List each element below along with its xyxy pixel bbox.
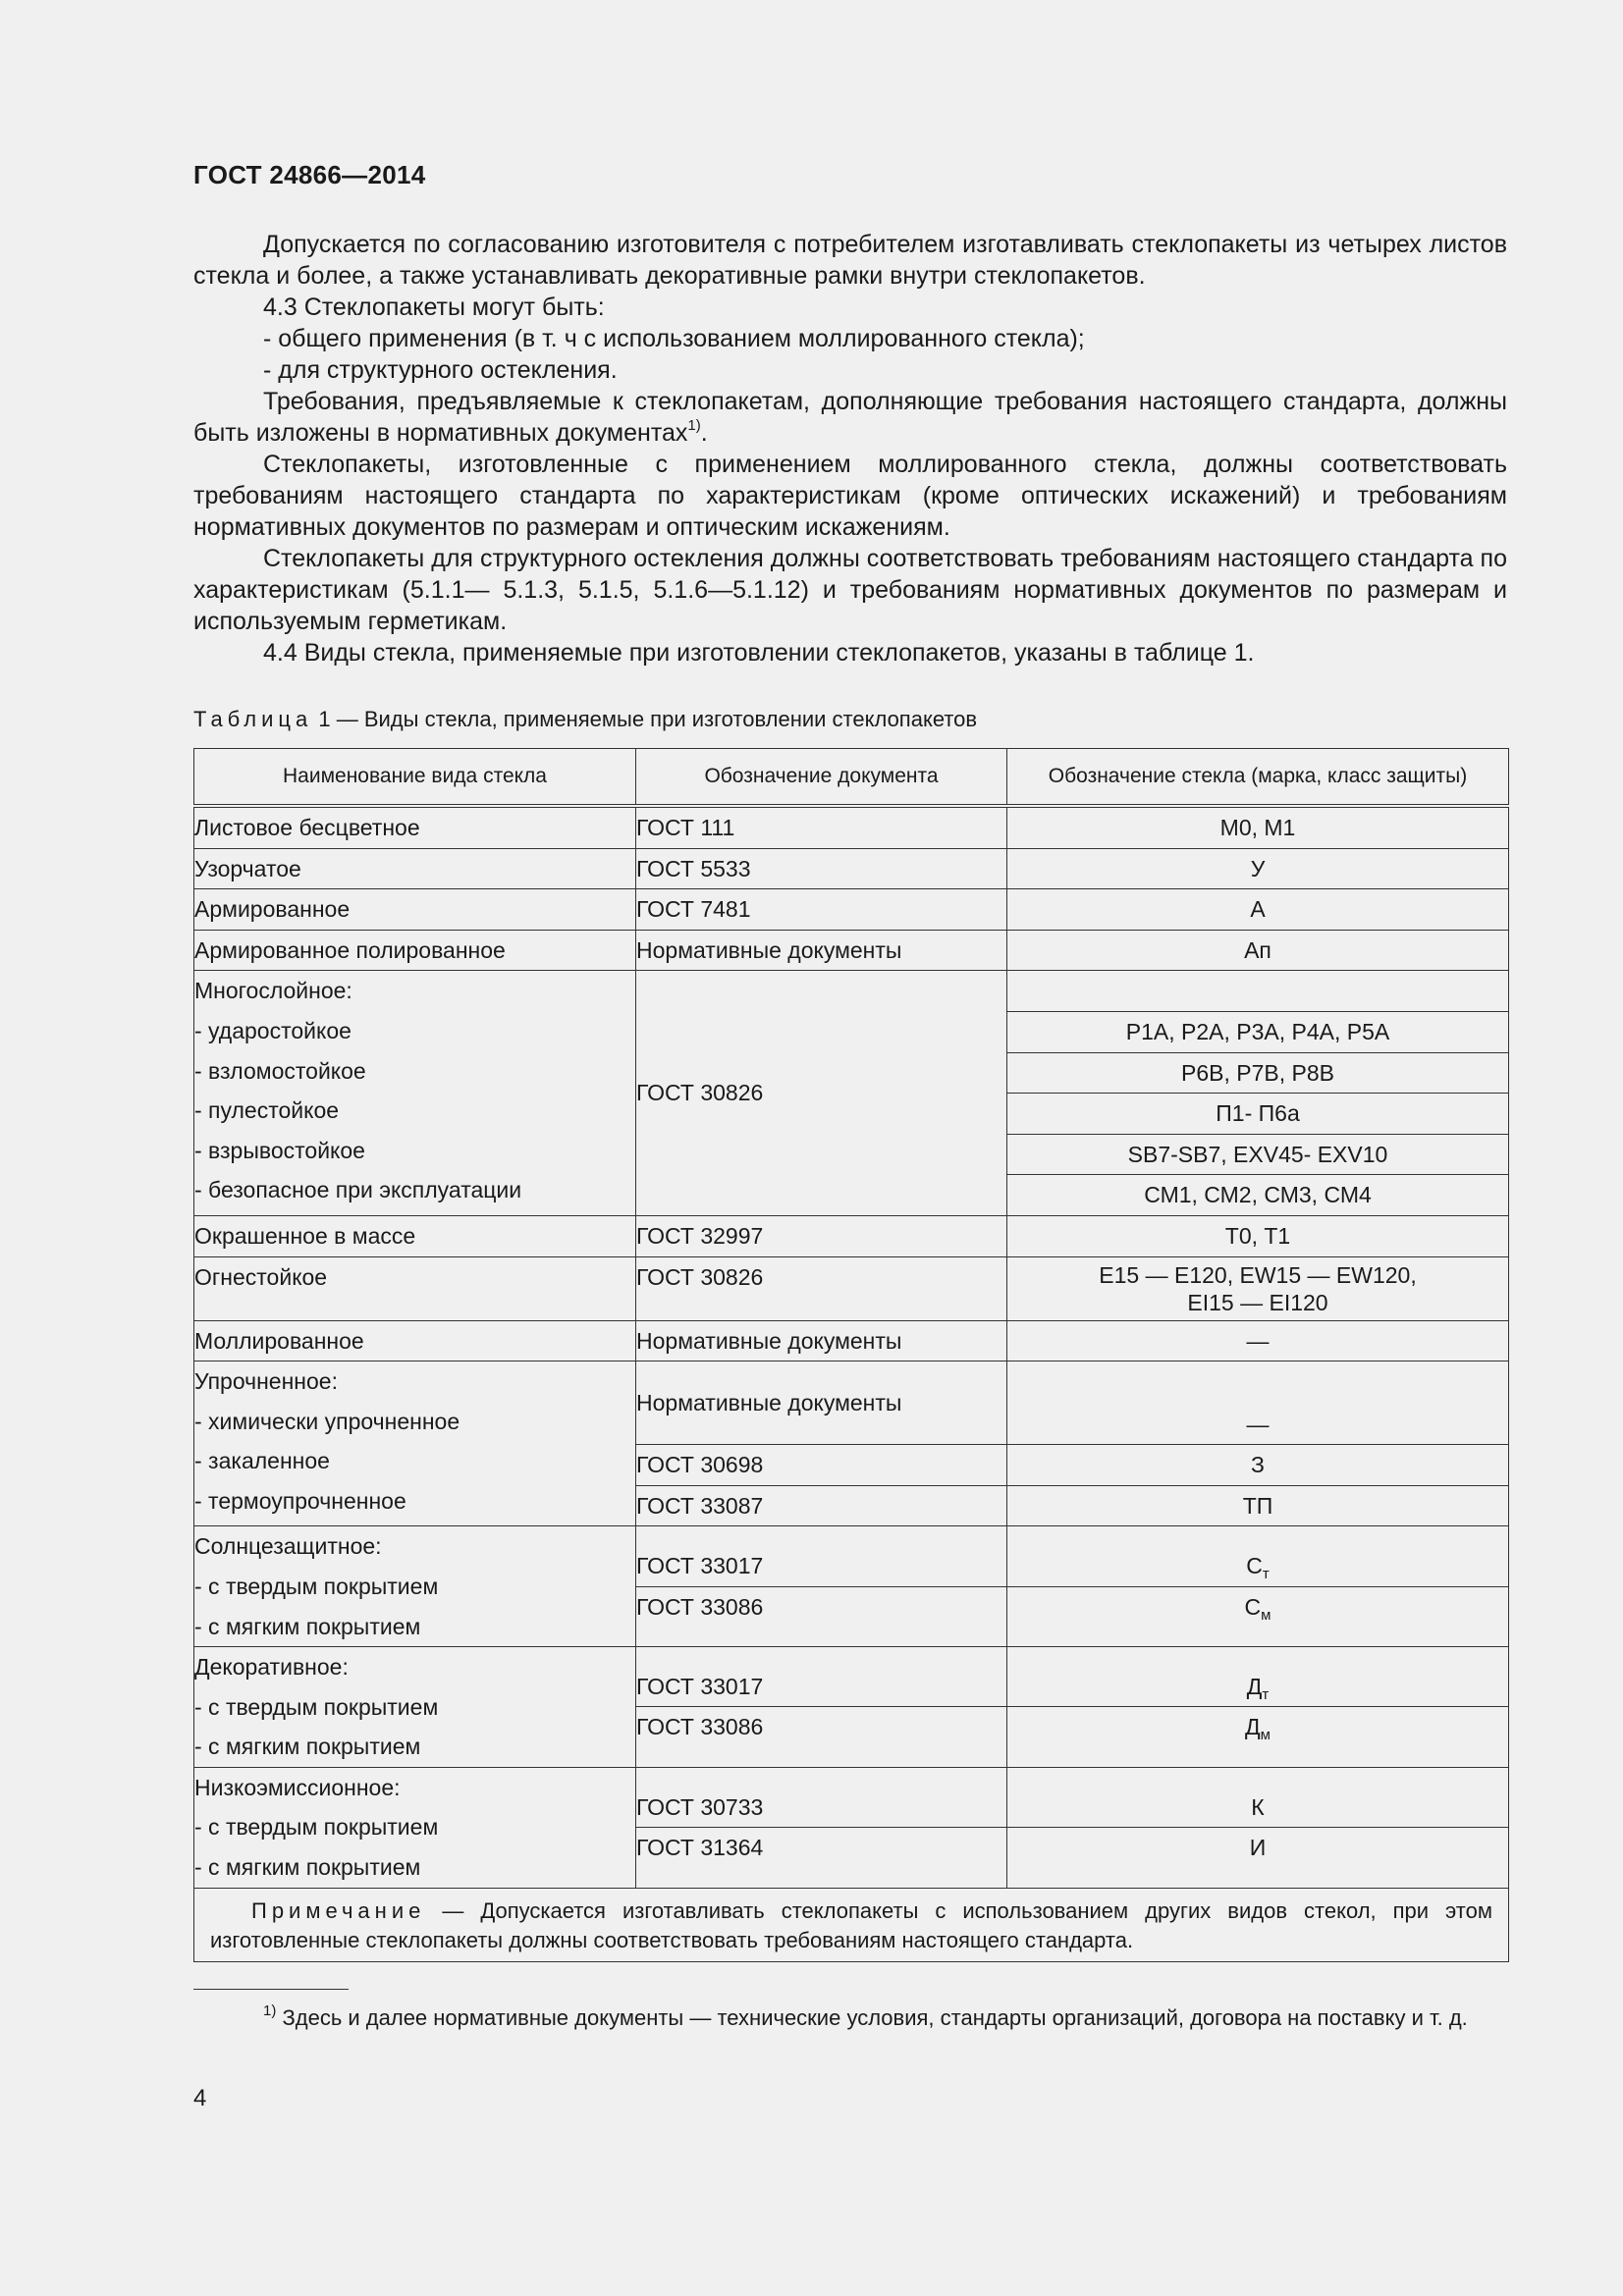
cell-mark: $Д_т$ — [1007, 1647, 1509, 1707]
cell-mark: Р1А, Р2А, Р3А, Р4А, Р5А — [1007, 1011, 1509, 1052]
list-item: - общего применения (в т. ч с использованием моллированного стекла); — [263, 325, 1085, 352]
footnote-ref[interactable]: 1) — [687, 416, 701, 434]
table-row — [194, 1767, 1509, 1827]
cell-mark: К — [1007, 1767, 1509, 1827]
cell-doc: ГОСТ 30698 — [636, 1445, 1007, 1486]
list-item: - для структурного остекления. — [263, 356, 618, 384]
cell-mark: ТП — [1007, 1485, 1509, 1526]
paragraph: 4.3 Стеклопакеты могут быть: — [263, 294, 605, 321]
cell-name: Армированное — [194, 889, 636, 931]
table-note-row — [194, 1888, 1509, 1961]
cell-name: Моллированное — [194, 1320, 636, 1362]
cell-mark: З — [1007, 1445, 1509, 1486]
table-note — [194, 1888, 1509, 1961]
table-caption — [193, 705, 977, 734]
cell-mark: Р6В, Р7В, Р8В — [1007, 1052, 1509, 1094]
cell-doc: ГОСТ 33086 — [636, 1707, 1007, 1767]
cell-name: Многослойное: - ударостойкое - взломостойкое - пулестойкое - взрывостойкое - безопасное при эксплуатации — [194, 971, 636, 1216]
cell-doc: ГОСТ 7481 — [636, 889, 1007, 931]
cell-mark: СМ1, СМ2, СМ3, СМ4 — [1007, 1175, 1509, 1216]
note-label: Примечание — [251, 1897, 426, 1923]
cell-doc: Нормативные документы — [636, 1320, 1007, 1362]
cell-doc: ГОСТ 30733 — [636, 1767, 1007, 1827]
cell-doc: ГОСТ 111 — [636, 806, 1007, 848]
cell-doc: ГОСТ 33017 — [636, 1526, 1007, 1586]
paragraph — [193, 386, 1507, 449]
cell-mark: Е15 — Е120, EW15 — EW120, EI15 — EI120 — [1007, 1256, 1509, 1320]
cell-doc: Нормативные документы — [636, 930, 1007, 971]
paragraph: Допускается по согласованию изготовителя с потребителем изготавливать стеклопакеты из четырех листов стекла и более, а также устанавливать декоративные рамки внутри стеклопакетов. — [193, 231, 1507, 290]
cell-doc: ГОСТ 31364 — [636, 1828, 1007, 1888]
caption-label: Таблица — [193, 707, 313, 731]
cell-mark: $С_т$ — [1007, 1526, 1509, 1586]
cell-mark: Ап — [1007, 930, 1509, 971]
cell-doc: ГОСТ 32997 — [636, 1215, 1007, 1256]
note-text: — Допускается изготавливать стеклопакеты с использованием других видов стекол, при этом изготовленные стеклопакеты должны соответствовать требованиям настоящего стандарта. — [210, 1897, 1492, 1952]
footnote-mark: 1) — [263, 2002, 277, 2019]
cell-doc: ГОСТ 30826 — [636, 1256, 1007, 1320]
cell-name: Солнцезащитное: - с твердым покрытием - с мягким покрытием — [194, 1526, 636, 1647]
body-text — [193, 229, 1507, 668]
cell-doc: ГОСТ 33086 — [636, 1586, 1007, 1646]
table-row — [194, 1362, 1509, 1445]
table-row — [194, 971, 1509, 1012]
document-code: ГОСТ 24866—2014 — [193, 160, 426, 189]
page-number: 4 — [193, 2085, 207, 2111]
cell-mark: Т0, Т1 — [1007, 1215, 1509, 1256]
cell-mark: $С_м$ — [1007, 1586, 1509, 1646]
cell-name: Армированное полированное — [194, 930, 636, 971]
cell-name: Огнестойкое — [194, 1256, 636, 1320]
footnote-divider — [193, 1989, 349, 1990]
cell-mark: М0, М1 — [1007, 806, 1509, 848]
footnote-text: Здесь и далее нормативные документы — технические условия, стандарты организаций, договора на поставку и т. д. — [276, 2005, 1468, 2030]
column-header: Обозначение документа — [636, 749, 1007, 807]
cell-name: Упрочненное: - химически упрочненное - закаленное - термоупрочненное — [194, 1362, 636, 1526]
table-row — [194, 1215, 1509, 1256]
table-row — [194, 1256, 1509, 1320]
paragraph-end: . — [700, 419, 708, 447]
table-row — [194, 806, 1509, 848]
caption-text: 1 — Виды стекла, применяемые при изготовлении стеклопакетов — [312, 707, 978, 731]
table-header-row — [194, 749, 1509, 807]
cell-doc: ГОСТ 30826 — [636, 971, 1007, 1216]
column-header: Обозначение стекла (марка, класс защиты) — [1007, 749, 1509, 807]
cell-mark: А — [1007, 889, 1509, 931]
cell-mark: У — [1007, 848, 1509, 889]
glass-types-table — [193, 748, 1509, 1962]
cell-name: Узорчатое — [194, 848, 636, 889]
cell-name: Низкоэмиссионное: - с твердым покрытием - с мягким покрытием — [194, 1767, 636, 1888]
cell-name: Декоративное: - с твердым покрытием - с мягким покрытием — [194, 1647, 636, 1768]
column-header: Наименование вида стекла — [194, 749, 636, 807]
cell-name: Листовое бесцветное — [194, 806, 636, 848]
cell-mark: $Д_м$ — [1007, 1707, 1509, 1767]
table-row — [194, 930, 1509, 971]
table-row — [194, 1320, 1509, 1362]
cell-doc: ГОСТ 5533 — [636, 848, 1007, 889]
table-row — [194, 848, 1509, 889]
cell-mark: П1- П6а — [1007, 1094, 1509, 1135]
cell-doc: Нормативные документы — [636, 1362, 1007, 1445]
cell-doc: ГОСТ 33017 — [636, 1647, 1007, 1707]
cell-mark: SB7-SB7, EXV45- EXV10 — [1007, 1134, 1509, 1175]
cell-name: Окрашенное в массе — [194, 1215, 636, 1256]
cell-mark: — — [1007, 1320, 1509, 1362]
table-row — [194, 1647, 1509, 1707]
table-row — [194, 1526, 1509, 1586]
table-row — [194, 889, 1509, 931]
cell-doc: ГОСТ 33087 — [636, 1485, 1007, 1526]
footnote — [193, 2002, 1507, 2034]
paragraph-text: Требования, предъявляемые к стеклопакетам, дополняющие требования настоящего стандарта, должны быть изложены в нормативных документах — [193, 388, 1507, 447]
paragraph: 4.4 Виды стекла, применяемые при изготовлении стеклопакетов, указаны в таблице 1. — [263, 639, 1255, 667]
paragraph: Стеклопакеты, изготовленные с применением моллированного стекла, должны соответствовать требованиям настоящего стандарта по характеристикам (кроме оптических искажений) и требованиям нормативных документов по размерам и оптическим искажениям. — [193, 451, 1507, 541]
paragraph: Стеклопакеты для структурного остекления должны соответствовать требованиям настоящего стандарта по характеристикам (5.1.1— 5.1.3, 5.1.5, 5.1.6—5.1.12) и требованиям нормативных документов по размерам и используемым герметикам. — [193, 545, 1507, 635]
cell-mark: — — [1007, 1362, 1509, 1445]
cell-mark — [1007, 971, 1509, 1012]
cell-mark: И — [1007, 1828, 1509, 1888]
